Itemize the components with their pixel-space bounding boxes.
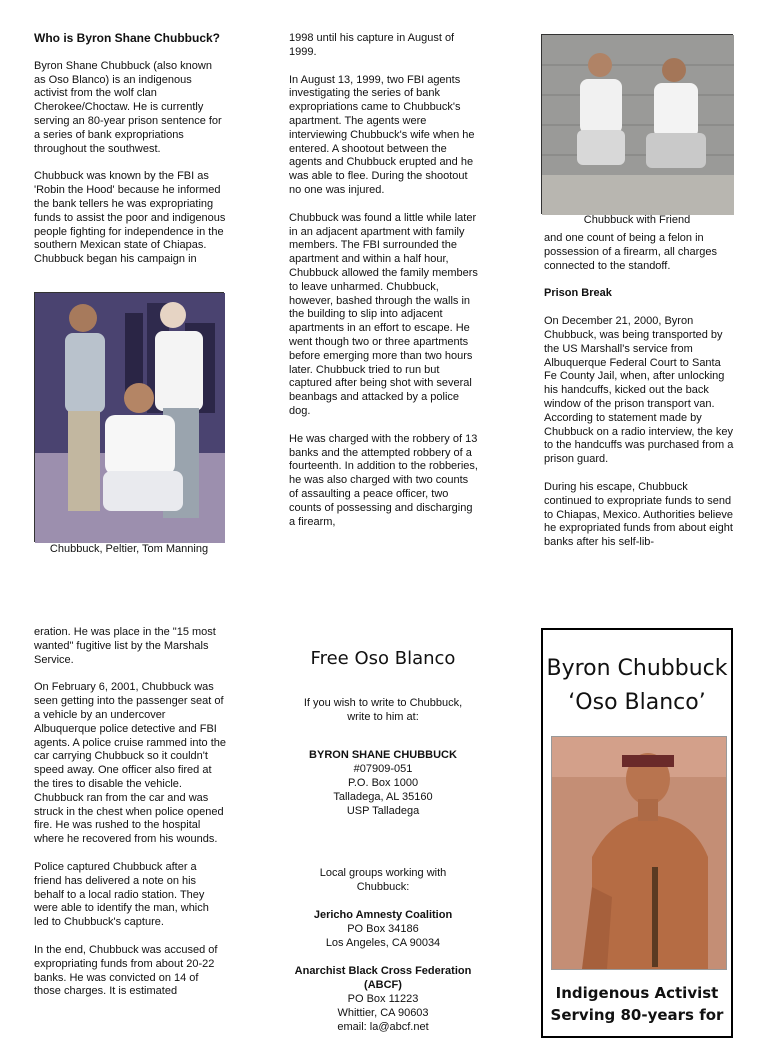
paragraph: During his escape, Chubbuck continued to expropriate funds to send to Chiapas, Mexico. Authorities believe he expropriated funds from about eight banks after his self-lib- [544,480,733,549]
contact-column [280,648,486,1033]
photo-chubbuck-with-friend [541,34,733,214]
group-jericho [280,908,486,950]
group-photo-illustration [35,293,225,543]
column-2 [289,32,479,543]
paragraph: Police captured Chubbuck after a friend has delivered a note on his behalf to a local radio station. They were able to identify the man, which led to Chubbuck's capture. [34,860,209,929]
intro-line: If you wish to write to Chubbuck, [303,697,463,709]
intro-line: Local groups working with [319,867,447,879]
mailing-address [280,748,486,818]
cover-footer-line: Indigenous Activist [555,984,719,1002]
paragraph: On December 21, 2000, Byron Chubbuck, was being transported by the US Marshall's service from Albuquerque Federal Court to Santa Fe County Jail, when, after unlocking his handcuffs, kicked out the back window of the prison transport van. According to statement made by Chubbuck on a radio interview, the key to the handcuffs was purchased from a prison guard. [544,315,734,466]
intro-line: Chubbuck: [356,881,410,893]
photo-caption: Chubbuck with Friend [583,214,691,226]
column-4 [34,626,226,1024]
cover-title-line: Byron Chubbuck [546,656,728,681]
address-line: #07909-051 [353,763,413,775]
address-line: Whittier, CA 90603 [337,1007,429,1019]
paragraph: On February 6, 2001, Chubbuck was seen getting into the passenger seat of a vehicle by an undercover Albuquerque police detective and FBI agents. A police cruise rammed into the car carrying Chubbuck so it couldn't speed away. One officer also fired at the tires to disable the vehicle. Chubbuck ran from the car and was struck in the chest when police opened fire. He was rushed to the hospital where he recovered from his wounds. [34,681,226,846]
email-line: email: la@abcf.net [337,1021,429,1033]
paragraph: In August 13, 1999, two FBI agents investigating the series of bank expropriations came to Chubbuck's apartment. The agents were interviewing Chubbuck's wife when he entered. A shootout between the agents and Chubbuck erupted and he was able to flee. During the shootout no one was injured. [289,73,475,196]
column-1 [34,32,226,281]
friend-photo-illustration [542,35,734,215]
paragraph: Chubbuck was known by the FBI as 'Robin the Hood' because he informed the bank tellers he was expropriating funds to assist the poor and indigenous people fighting for independence in the southern Mexican state of Chiapas. Chubbuck began his campaign in [34,170,226,266]
cover-panel [541,628,733,1038]
group-abbr: (ABCF) [364,979,402,991]
paragraph: In the end, Chubbuck was accused of expropriating funds from about 20-22 banks. He was convicted on 14 of those charges. It is estimated [34,943,218,998]
group-abcf [280,964,486,1034]
column-3 [544,232,736,564]
cover-title [543,652,731,720]
write-intro [280,696,486,724]
groups-intro [280,866,486,894]
address-line: USP Talladega [346,805,420,817]
photo-chubbuck-peltier-manning [34,292,224,542]
paragraph: and one count of being a felon in possession of a firearm, all charges connected to the standoff. [544,232,718,272]
section-title: Free Oso Blanco [310,648,456,669]
cover-photo [551,736,727,970]
address-line: P.O. Box 1000 [347,777,419,789]
group-name: Anarchist Black Cross Federation [294,965,472,977]
address-line: Talladega, AL 35160 [333,791,433,803]
paragraph: He was charged with the robbery of 13 banks and the attempted robbery of a fourteenth. In addition to the robberies, he was also charged with two counts of assaulting a peace officer, two counts of possessing and discharging a firearm, [289,432,478,528]
paragraph: Chubbuck was found a little while later in an adjacent apartment with family members. The FBI surrounded the apartment and within a half hour, Chubbuck allowed the family members to leave unharmed. Chubbuck, however, bashed through the walls in the building to slip into adjacent apartments in an effort to escape. He went though two or three apartments before emerging more than two hours later. Chubbuck tried to run but captured after being shot with several beanbags and attacked by a police dog. [289,211,478,417]
address-line: Los Angeles, CA 90034 [325,937,441,949]
group-name: Jericho Amnesty Coalition [313,909,453,921]
photo-caption: Chubbuck, Peltier, Tom Manning [49,543,209,555]
cover-title-line: ‘Oso Blanco’ [568,690,706,715]
paragraph: 1998 until his capture in August of 1999. [289,32,455,58]
paragraph: eration. He was place in the "15 most wanted" fugitive list by the Marshals Service. [34,626,216,666]
cover-footer [543,982,731,1026]
article-heading: Who is Byron Shane Chubbuck? [34,31,221,45]
portrait-illustration [552,737,726,969]
paragraph: Byron Shane Chubbuck (also known as Oso Blanco) is an indigenous activist from the wolf clan Cherokee/Choctaw. He is currently serving an 80-year prison sentence for a series of bank expropriations throughout the southwest. [34,59,222,155]
address-line: PO Box 34186 [347,923,419,935]
intro-line: write to him at: [347,711,419,723]
address-name: BYRON SHANE CHUBBUCK [309,749,457,761]
address-line: PO Box 11223 [347,993,419,1005]
cover-footer-line: Serving 80-years for [550,1006,724,1024]
section-heading: Prison Break [544,287,612,300]
